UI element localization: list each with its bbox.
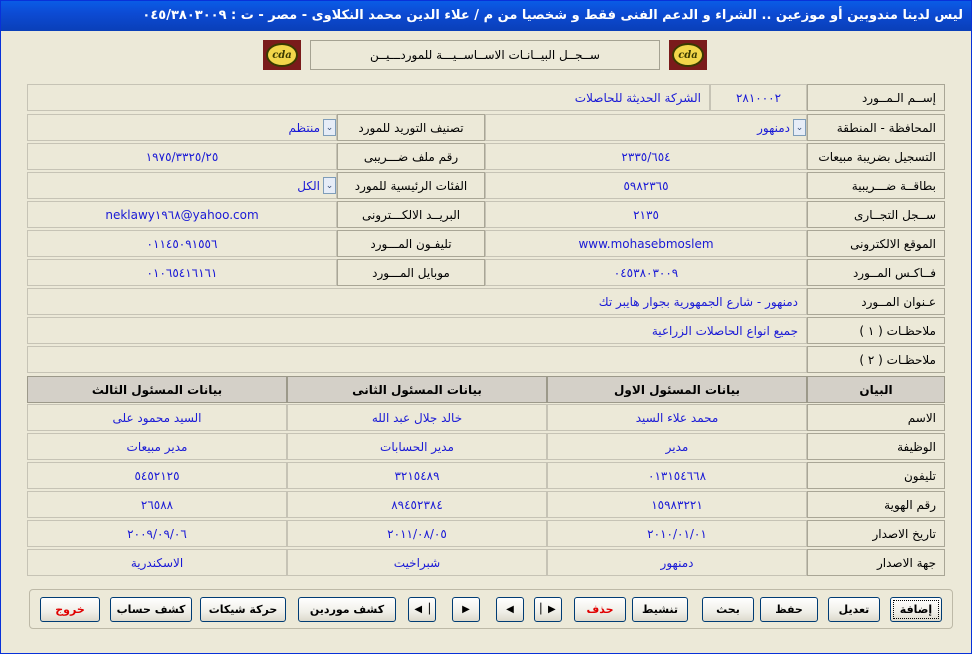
exit-button[interactable]: خروج	[40, 597, 100, 622]
resp2-job-field[interactable]: مدير الحسابات	[287, 433, 547, 460]
address-field[interactable]: دمنهور - شارع الجمهورية بجوار هايبر تك	[27, 288, 807, 315]
next-record-button[interactable]: ▶	[452, 597, 480, 622]
save-button[interactable]: حفظ	[760, 597, 818, 622]
resp-header-first: بيانات المسئول الاول	[547, 376, 807, 403]
commercial-reg-label: ســجل التجــارى	[807, 201, 945, 228]
email-field[interactable]: neklawy١٩٦٨@yahoo.com	[27, 201, 337, 228]
notes1-field[interactable]: جميع انواع الحاصلات الزراعية	[27, 317, 807, 344]
first-record-button[interactable]: ▶▏	[534, 597, 562, 622]
fax-field[interactable]: ٠٤٥٣٨٠٣٠٠٩	[485, 259, 807, 286]
supplier-name-field[interactable]: الشركة الحديثة للحاصلات	[27, 84, 710, 111]
resp2-phone-field[interactable]: ٣٢١٥٤٨٩	[287, 462, 547, 489]
page-title: ســجــل البيــانـات الاســاســيـــة للموردـــيــن	[310, 40, 660, 70]
delete-button[interactable]: حذف	[574, 597, 626, 622]
phone-field[interactable]: ٠١١٤٥٠٩١٥٥٦	[27, 230, 337, 257]
resp3-issuer-field[interactable]: الاسكندرية	[27, 549, 287, 576]
notes2-field[interactable]	[27, 346, 807, 373]
logo-right	[669, 40, 707, 70]
resp-header-second: بيانات المسئول الثانى	[287, 376, 547, 403]
form-content	[5, 31, 967, 651]
chevron-down-icon[interactable]: ⌄	[323, 177, 336, 194]
resp3-phone-field[interactable]: ٥٤٥٢١٢٥	[27, 462, 287, 489]
search-button[interactable]: بحث	[702, 597, 754, 622]
notes1-label: ملاحظـات ( ١ )	[807, 317, 945, 344]
mobile-label: موبايل المـــورد	[337, 259, 485, 286]
row-label-issuer: جهة الاصدار	[807, 549, 945, 576]
resp1-issue-date-field[interactable]: ٢٠١٠/٠١/٠١	[547, 520, 807, 547]
account-statement-button[interactable]: كشف حساب	[110, 597, 192, 622]
tax-file-label: رقم ملف ضـــريبى	[337, 143, 485, 170]
logo-icon: cda	[672, 43, 704, 67]
governorate-label: المحافظة - المنطقة	[807, 114, 945, 141]
supply-class-label: تصنيف التوريد للمورد	[337, 114, 485, 141]
resp1-phone-field[interactable]: ٠١٣١٥٤٦٦٨	[547, 462, 807, 489]
supplier-name-label: إســم الـمــورد	[807, 84, 945, 111]
resp2-id-field[interactable]: ٨٩٤٥٢٣٨٤	[287, 491, 547, 518]
resp3-issue-date-field[interactable]: ٢٠٠٩/٠٩/٠٦	[27, 520, 287, 547]
refresh-button[interactable]: تنشيط	[632, 597, 688, 622]
mobile-field[interactable]: ٠١٠٦٥٤١٦١٦١	[27, 259, 337, 286]
tax-card-field[interactable]: ٥٩٨٢٣٦٥	[485, 172, 807, 199]
website-label: الموقع الالكترونى	[807, 230, 945, 257]
governorate-select[interactable]	[485, 114, 807, 141]
main-cats-select[interactable]	[27, 172, 337, 199]
button-bar	[29, 589, 953, 629]
logo-icon: cda	[266, 43, 298, 67]
logo-left	[263, 40, 301, 70]
row-label-phone: تليفون	[807, 462, 945, 489]
address-label: عـنوان المــورد	[807, 288, 945, 315]
prev-record-button[interactable]: ◀	[496, 597, 524, 622]
sales-tax-label: التسجيل بضريبة مبيعات	[807, 143, 945, 170]
title-bar: ليس لدينا مندوبين أو موزعين .. الشراء و الدعم الفنى فقط و شخصيا من م / علاء الدين محمد النكلاوى - مصر - ت : ٠٤٥/٣٨٠٣٠٠٩	[1, 1, 971, 31]
main-cats-dropdown[interactable]	[297, 174, 336, 198]
governorate-dropdown[interactable]	[757, 116, 806, 140]
sales-tax-field[interactable]: ٢٣٣٥/٦٥٤	[485, 143, 807, 170]
row-label-id: رقم الهوية	[807, 491, 945, 518]
chevron-down-icon[interactable]: ⌄	[323, 119, 336, 136]
resp3-job-field[interactable]: مدير مبيعات	[27, 433, 287, 460]
resp-header-label: البيان	[807, 376, 945, 403]
email-label: البريــد الالكـــترونى	[337, 201, 485, 228]
add-button[interactable]: إضافة	[890, 597, 942, 622]
main-cats-value: الكل	[297, 178, 320, 193]
edit-button[interactable]: تعديل	[828, 597, 880, 622]
resp2-issue-date-field[interactable]: ٢٠١١/٠٨/٠٥	[287, 520, 547, 547]
tax-card-label: بطاقــة ضـــريبية	[807, 172, 945, 199]
resp3-id-field[interactable]: ٢٦٥٨٨	[27, 491, 287, 518]
resp1-name-field[interactable]: محمد علاء السيد	[547, 404, 807, 431]
supplier-code-field[interactable]: ٢٨١٠٠٠٢	[710, 84, 807, 111]
resp1-job-field[interactable]: مدير	[547, 433, 807, 460]
resp3-name-field[interactable]: السيد محمود على	[27, 404, 287, 431]
supply-class-dropdown[interactable]	[289, 116, 337, 140]
website-field[interactable]: www.mohasebmoslem	[485, 230, 807, 257]
row-label-job: الوظيفة	[807, 433, 945, 460]
supply-class-select[interactable]	[27, 114, 337, 141]
resp-header-third: بيانات المسئول الثالث	[27, 376, 287, 403]
commercial-reg-field[interactable]: ٢١٣٥	[485, 201, 807, 228]
resp1-issuer-field[interactable]: دمنهور	[547, 549, 807, 576]
fax-label: فــاكـس المــورد	[807, 259, 945, 286]
supply-class-value: منتظم	[288, 120, 320, 135]
resp1-id-field[interactable]: ١٥٩٨٣٢٢١	[547, 491, 807, 518]
governorate-value: دمنهور	[757, 120, 790, 135]
cheques-movement-button[interactable]: حركة شيكات	[200, 597, 286, 622]
row-label-issue-date: تاريخ الاصدار	[807, 520, 945, 547]
notes2-label: ملاحظـات ( ٢ )	[807, 346, 945, 373]
resp2-name-field[interactable]: خالد جلال عبد الله	[287, 404, 547, 431]
main-cats-label: الفئات الرئيسية للمورد	[337, 172, 485, 199]
tax-file-field[interactable]: ١٩٧٥/٣٣٢٥/٢٥	[27, 143, 337, 170]
last-record-button[interactable]: ▕◀	[408, 597, 436, 622]
resp2-issuer-field[interactable]: شبراخيت	[287, 549, 547, 576]
phone-label: تليفـون المـــورد	[337, 230, 485, 257]
row-label-name: الاسم	[807, 404, 945, 431]
suppliers-report-button[interactable]: كشف موردين	[298, 597, 396, 622]
chevron-down-icon[interactable]: ⌄	[793, 119, 806, 136]
